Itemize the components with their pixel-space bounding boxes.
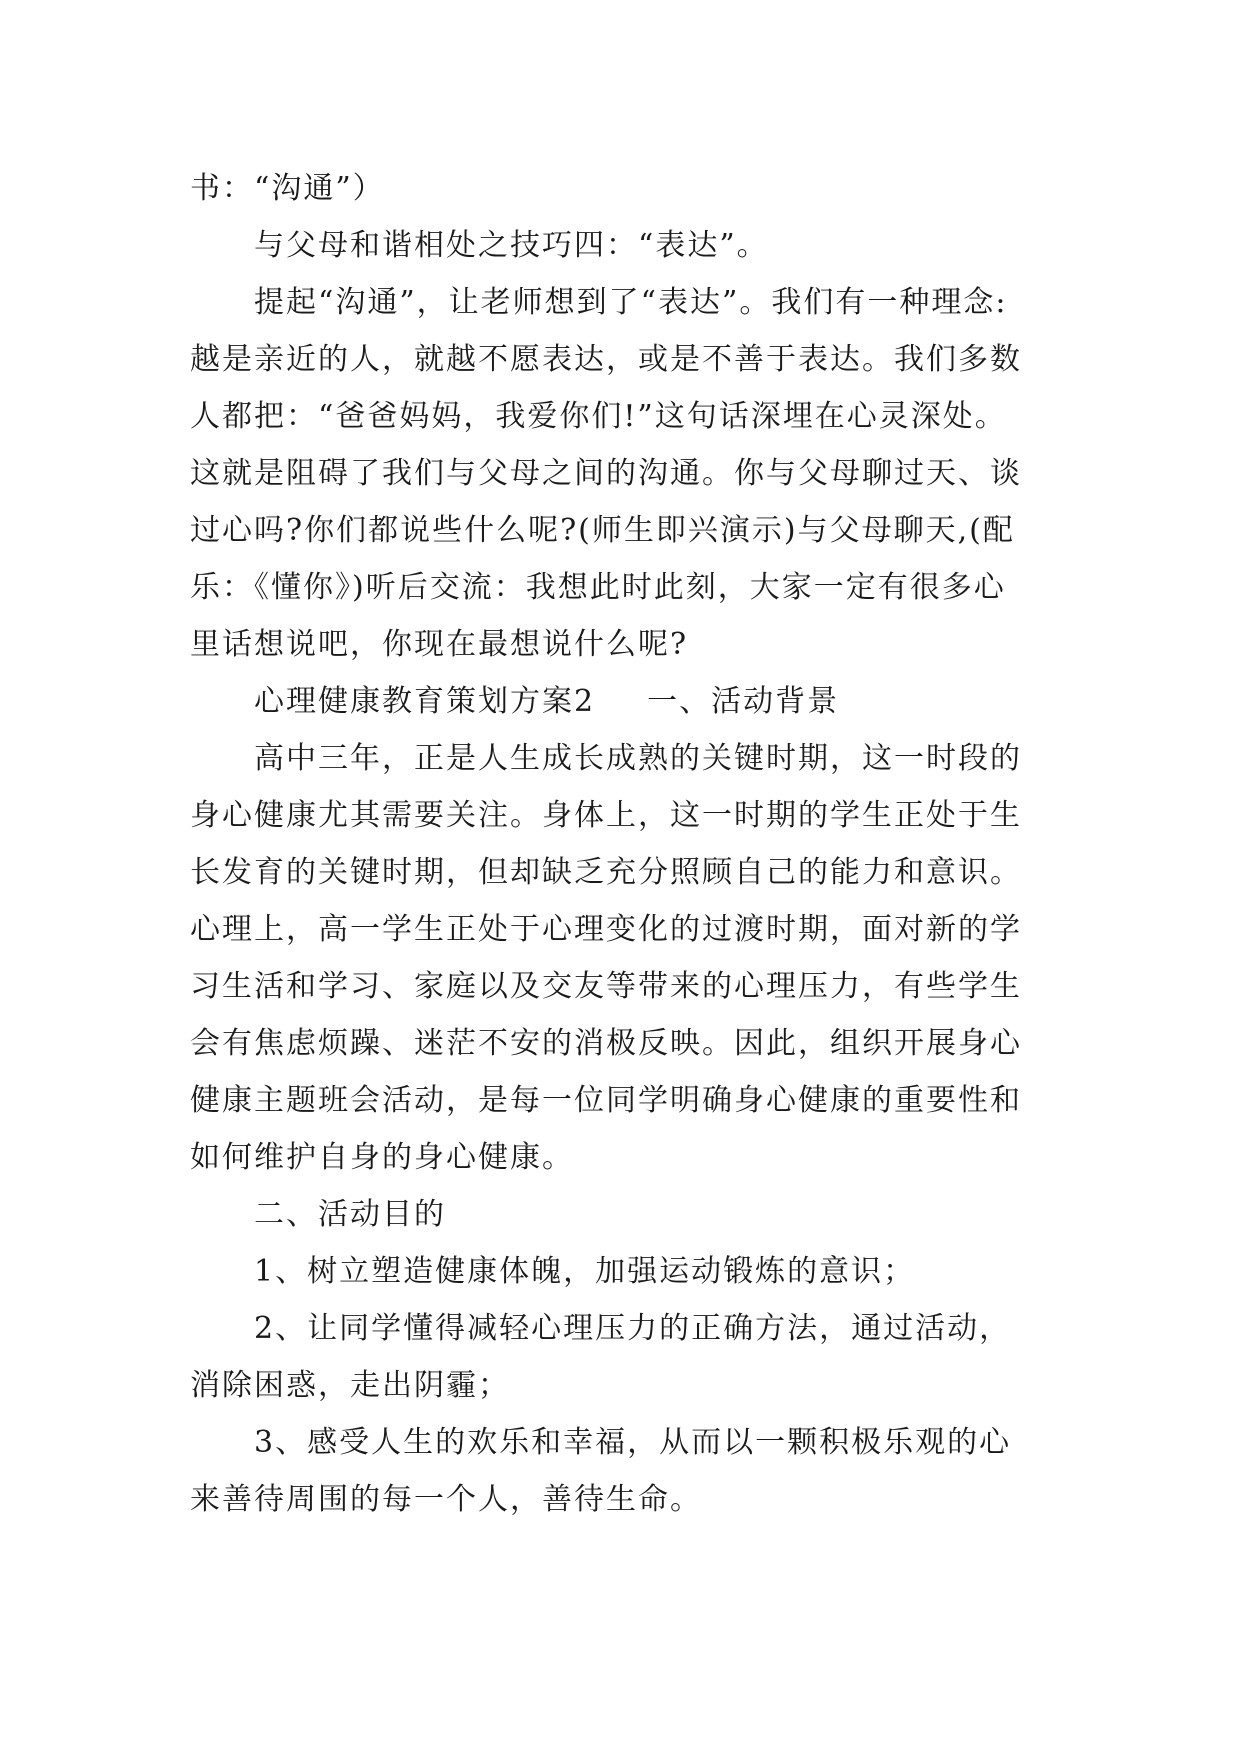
text-line: 提起“沟通”，让老师想到了“表达”。我们有一种理念:: [254, 285, 1008, 320]
text-line: 1、树立塑造健康体魄，加强运动锻炼的意识；: [254, 1254, 916, 1289]
document-body: [190, 160, 1070, 1528]
text-line: 消除困惑，走出阴霾；: [190, 1368, 510, 1403]
text-line: 高中三年，正是人生成长成熟的关键时期，这一时段的: [254, 741, 1022, 776]
text-line: 这就是阻碍了我们与父母之间的沟通。你与父母聊过天、谈: [190, 456, 1022, 491]
text-line: 来善待周围的每一个人，善待生命。: [190, 1482, 702, 1517]
text-line: 长发育的关键时期，但却缺乏充分照顾自己的能力和意识。: [190, 855, 1022, 890]
text-line: 过心吗?你们都说些什么呢?(师生即兴演示)与父母聊天,(配: [190, 513, 1015, 548]
text-line: 里话想说吧，你现在最想说什么呢?: [190, 627, 689, 662]
text-line: 身心健康尤其需要关注。身体上，这一时期的学生正处于生: [190, 798, 1022, 833]
text-line: 如何维护自身的身心健康。: [190, 1140, 574, 1175]
text-line: 二、活动目的: [254, 1197, 446, 1232]
text-line: 习生活和学习、家庭以及交友等带来的心理压力，有些学生: [190, 969, 1022, 1004]
text-line: 乐：《懂你》)听后交流：我想此时此刻，大家一定有很多心: [190, 570, 1006, 605]
text-line: 与父母和谐相处之技巧四：“表达”。: [254, 228, 769, 263]
text-line: 越是亲近的人，就越不愿表达，或是不善于表达。我们多数: [190, 342, 1022, 377]
section-title: 心理健康教育策划方案2: [254, 684, 596, 719]
text-line: 书：“沟通”）: [190, 171, 385, 206]
section-heading: [190, 673, 1070, 730]
text-line: 2、让同学懂得减轻心理压力的正确方法，通过活动，: [254, 1311, 1012, 1346]
text-line: 3、感受人生的欢乐和幸福，从而以一颗积极乐观的心: [254, 1425, 1012, 1460]
text-line: 心理上，高一学生正处于心理变化的过渡时期，面对新的学: [190, 912, 1022, 947]
text-line: 会有焦虑烦躁、迷茫不安的消极反映。因此，组织开展身心: [190, 1026, 1022, 1061]
text-line: 人都把：“爸爸妈妈，我爱你们!”这句话深埋在心灵深处。: [190, 399, 1007, 434]
text-line: 健康主题班会活动，是每一位同学明确身心健康的重要性和: [190, 1083, 1022, 1118]
section-subtitle: 一、活动背景: [647, 684, 840, 719]
